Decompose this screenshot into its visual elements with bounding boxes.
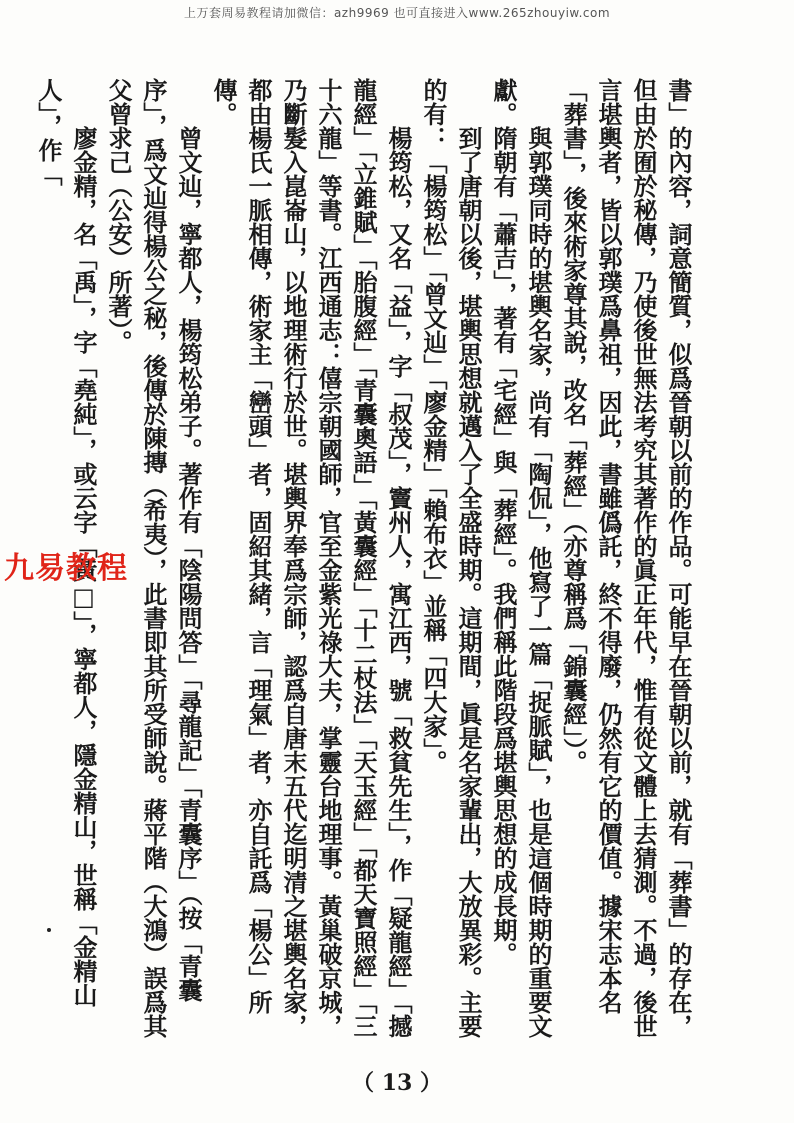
paragraph-zeng-wenchan: 曾文辿，寧都人，楊筠松弟子。著作有「陰陽問答」「尋龍記」「青囊序」（按「青囊序」，爲文辿得楊公之秘，後傳於陳摶（希夷），此書即其所受師說。蔣平階（大鴻）誤爲其父曾求己（公安）所著）。 [104,78,203,1038]
page-number: （ 13 ） [352,1070,442,1096]
paragraph-continuation: 書」的內容，詞意簡質，似爲晉朝以前的作品。可能早在晉朝以前，就有「葬書」的存在，但由於囿於秘傳，乃使後世無法考究其著作的眞正年代，惟有從文體上去猜測。不過，後世言堪輿者，皆以郭璞爲鼻祖，因此，書雖僞託，終不得廢，仍然有它的價值。據宋志本名「葬書」，後來術家尊其說，改名「葬經」（亦尊稱爲「錦囊經」）。 [559,78,693,1038]
scan-speck [47,928,51,932]
top-banner: 上万套周易教程请加微信：azh9969 也可直接进入www.265zhouyiw.com [183,6,611,20]
paragraph-yang-yunsong: 楊筠松，又名「益」，字「叔茂」，竇州人，寓江西，號「救貧先生」，作「疑龍經」「撼龍經」「立錐賦」「胎腹經」「青囊奧語」「黃囊經」「十二杖法」「天玉經」「都天寶照經」「三十六龍」等書。江西通志：僖宗朝國師，官至金紫光祿大夫，掌靈台地理事。黃巢破京城，乃斷髮入崑崙山，以地理術行於世。堪輿界奉爲宗師，認爲自唐末五代迄明清之堪輿名家，都由楊氏一脈相傳，術家主「巒頭」者，固紹其緒，言「理氣」者，亦自託爲「楊公」所傳。 [209,78,413,1038]
watermark-logo: 九易教程 [4,551,128,586]
paragraph-tang-dynasty: 到了唐朝以後，堪輿思想就邁入了全盛時期。這期間，眞是名家輩出，大放異彩。主要的有：「楊筠松」「曾文辿」「廖金精」「賴布衣」並稱「四大家」。 [419,78,483,1038]
paragraph-liao-jinjing: 廖金精，名「禹」，字「堯純」，或云字「黃□」，寧都人，隱金精山，世稱「金精山人」，作「 [34,78,98,1007]
paragraph-guo-pu-contemporaries: 與郭璞同時的堪輿名家，尚有「陶侃」，他寫了一篇「捉脈賦」，也是這個時期的重要文獻。隋朝有「蕭吉」，著有「宅經」與「葬經」。我們稱此階段爲堪輿思想的成長期。 [489,78,553,1038]
